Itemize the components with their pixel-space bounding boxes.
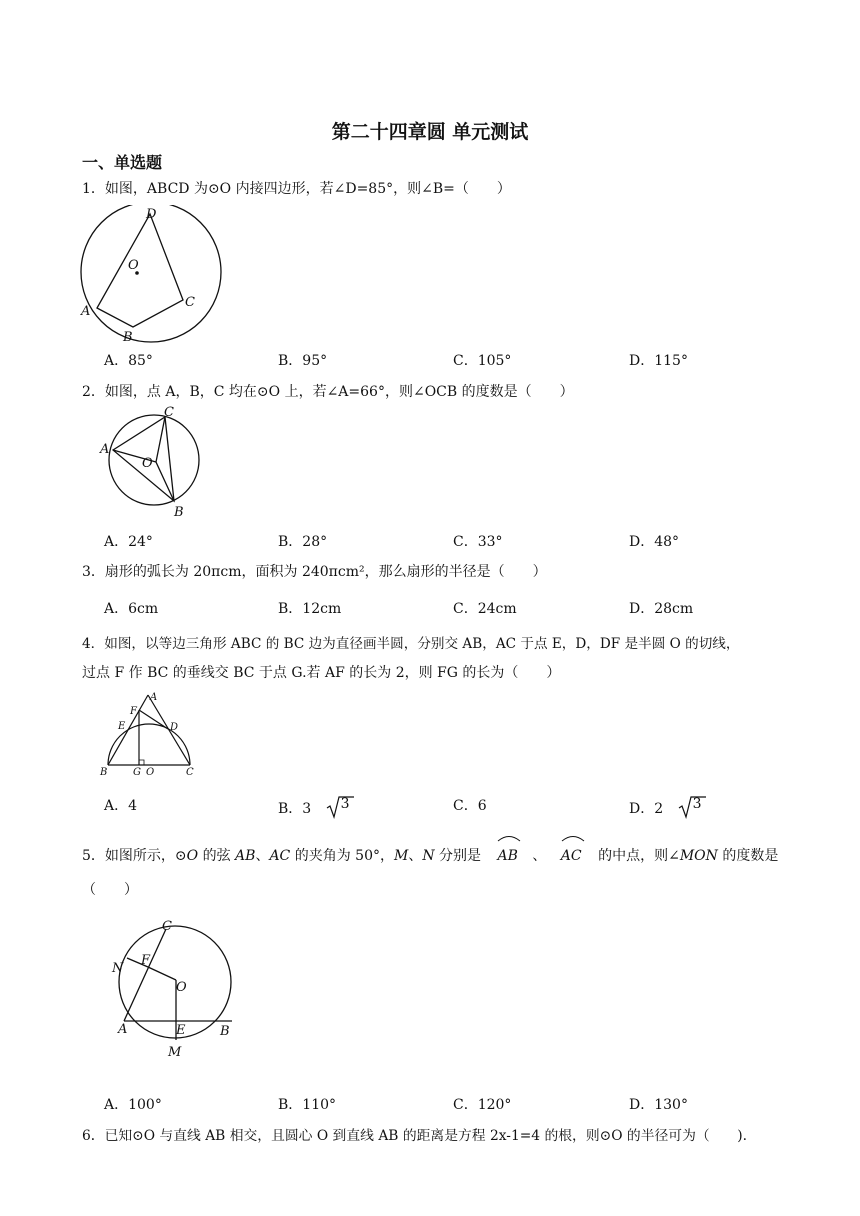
question-3-text: 3．扇形的弧长为 20πcm，面积为 240πcm²，那么扇形的半径是（ ） [82, 564, 547, 580]
q4-option-d[interactable] [629, 795, 706, 819]
fig5-label-e: E [176, 1023, 186, 1038]
q1-option-d[interactable]: D．115° [629, 353, 688, 369]
question-2-figure [98, 405, 208, 520]
q3-option-c[interactable]: C．24cm [453, 601, 517, 617]
q5-option-c[interactable]: C．120° [453, 1097, 512, 1113]
fig5-label-a: A [118, 1022, 128, 1037]
q5-option-a[interactable]: A．100° [104, 1097, 162, 1113]
q3-option-b[interactable]: B．12cm [278, 601, 342, 617]
question-6-text: 6．已知⊙O 与直线 AB 相交，且圆心 O 到直线 AB 的距离是方程 2x-1=4 的根，则⊙O 的半径可为（ ). [82, 1128, 748, 1144]
q4-option-a[interactable]: A．4 [104, 798, 138, 814]
fig2-label-a: A [100, 442, 110, 457]
question-1-text: 1．如图，ABCD 为⊙O 内接四边形，若∠D=85°，则∠B=（ ） [82, 181, 511, 197]
fig4-label-c: C [186, 767, 194, 778]
question-4-text-line1: 4．如图，以等边三角形 ABC 的 BC 边为直径画半圆，分别交 AB，AC 于点 E，D，DF 是半圆 O 的切线， [82, 636, 740, 652]
fig5-label-m: M [168, 1045, 182, 1060]
q4-option-c[interactable]: C．6 [453, 798, 487, 814]
fig1-label-b: B [123, 330, 133, 345]
arc-ac-symbol: AC [561, 836, 582, 870]
fig4-label-e: E [118, 721, 126, 732]
q2-option-b[interactable]: B．28° [278, 534, 328, 550]
q3-option-d[interactable]: D．28cm [629, 601, 694, 617]
section-heading: 一、单选题 [82, 153, 163, 172]
fig5-label-c: C [162, 919, 172, 934]
arc-icon [561, 834, 585, 842]
q5-option-b[interactable]: B．110° [278, 1097, 337, 1113]
fig2-label-o: O [142, 456, 153, 471]
q4-option-b-sqrt: 3 [326, 795, 354, 819]
fig2-label-c: C [164, 405, 174, 420]
q4-option-b-label: B．3 [278, 801, 312, 817]
q2-option-d[interactable]: D．48° [629, 534, 680, 550]
q4-option-b[interactable] [278, 795, 354, 819]
q1-option-c[interactable]: C．105° [453, 353, 512, 369]
fig4-label-o: O [146, 767, 155, 778]
question-5-text-line2: （ ） [82, 882, 138, 898]
question-5-figure [108, 918, 238, 1063]
fig5-label-o: O [176, 980, 187, 995]
fig5-label-f: F [141, 953, 151, 968]
fig1-label-o: O [128, 258, 139, 273]
page-title: 第二十四章圆 单元测试 [331, 121, 529, 143]
fig4-label-f: F [130, 706, 137, 717]
fig2-label-b: B [174, 505, 184, 520]
q1-option-a[interactable]: A．85° [104, 353, 153, 369]
q1-option-b[interactable]: B．95° [278, 353, 328, 369]
fig5-label-b: B [220, 1024, 230, 1039]
q4-option-d-label: D．2 [629, 801, 664, 817]
q4-option-d-sqrt: 3 [678, 795, 706, 819]
q3-option-a[interactable]: A．6cm [104, 601, 159, 617]
question-5-text: 5．如图所示，⊙O 的弦 AB、AC 的夹角为 50°，M、N 分别是 AB 、 AC 的中点，则∠MON 的度数是 [82, 836, 778, 870]
fig4-label-d: D [170, 722, 179, 733]
fig1-label-a: A [81, 304, 91, 319]
fig4-label-g: G [133, 767, 141, 778]
question-4-text-line2: 过点 F 作 BC 的垂线交 BC 于点 G.若 AF 的长为 2，则 FG 的长为（ ） [82, 665, 561, 681]
question-4-figure [98, 690, 203, 780]
fig1-label-d: D [146, 207, 157, 222]
q2-option-a[interactable]: A．24° [104, 534, 153, 550]
question-1-figure [78, 205, 228, 345]
q2-option-c[interactable]: C．33° [453, 534, 503, 550]
q5-option-d[interactable]: D．130° [629, 1097, 688, 1113]
fig4-label-a: A [150, 692, 158, 703]
arc-ab-symbol: AB [497, 836, 517, 870]
fig4-label-b: B [100, 767, 108, 778]
arc-icon [497, 834, 521, 842]
fig1-label-c: C [185, 295, 195, 310]
fig5-label-n: N [112, 961, 124, 976]
question-2-text: 2．如图，点 A，B，C 均在⊙O 上，若∠A=66°，则∠OCB 的度数是（ ） [82, 384, 574, 400]
